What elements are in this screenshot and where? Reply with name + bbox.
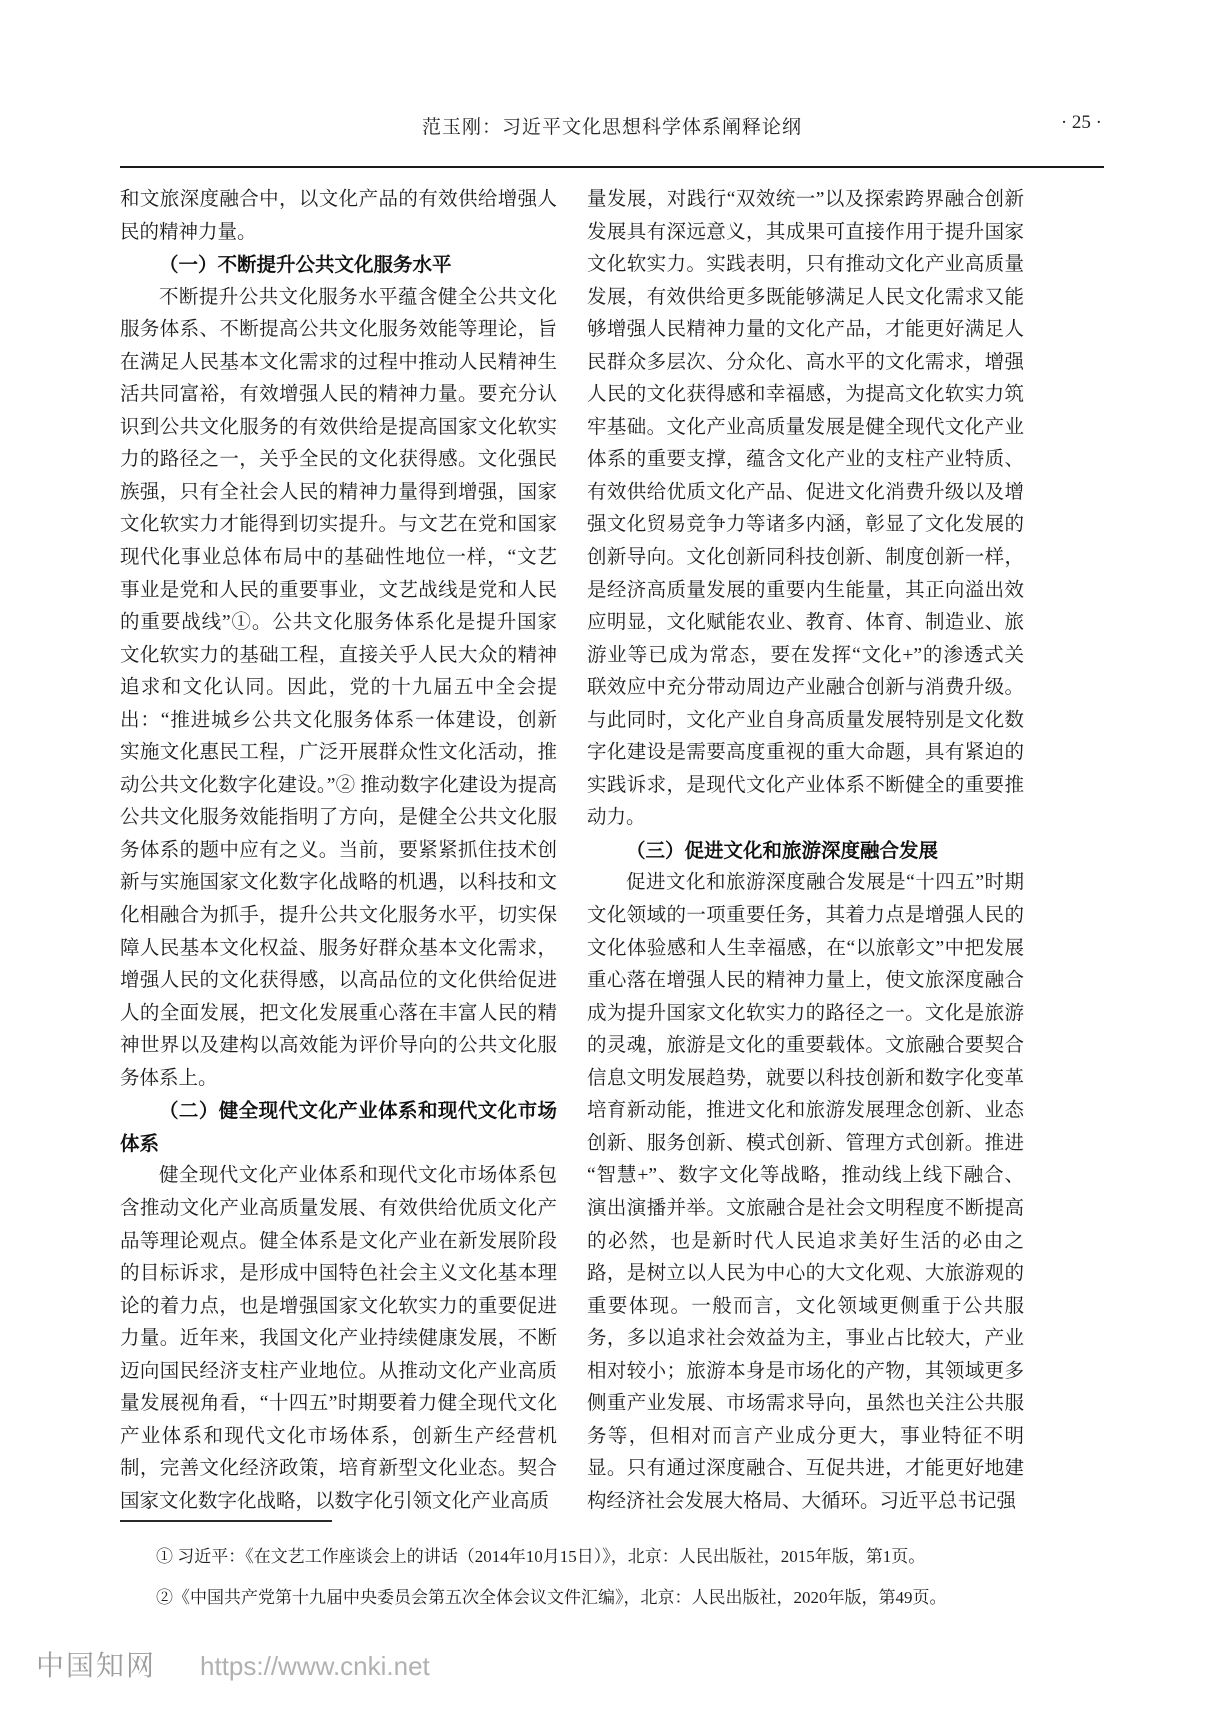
page-header: [120, 112, 1104, 142]
section-heading-2: （二）健全现代文化产业体系和现代文化市场体系: [120, 1100, 557, 1155]
section-3-paragraph: 促进文化和旅游深度融合发展是“十四五”时期文化领域的一项重要任务，其着力点是增强人民的文化体验感和人生幸福感，在“以旅彰文”中把发展重心落在增强人民的精神力量上，使文旅深度融合成为提升国家文化软实力的路径之一。文化是旅游的灵魂，旅游是文化的重要载体。文旅融合要契合信息文明发展趋势，就要以科技创新和数字化变革培育新动能，推进文化和旅游发展理念创新、业态创新、服务创新、模式创新、管理方式创新。推进“智慧+”、数字文化等战略，推动线上线下融合、演出演播并举。文旅融合是社会文明程度不断提高的必然，也是新时代人民追求美好生活的必由之路，是树立以人民为中心的大文化观、大旅游观的重要体现。一般而言，文化领域更侧重于公共服务，多以追求社会效益为主，事业占比较大，产业相对较小；旅游本身是市场化的产物，其领域更多侧重产业发展、市场需求导向，虽然也关注公共服务等，但相对而言产业成分更大，事业特征不明显。只有通过深度融合、互促共进，才能更好地建构经济社会发展大格局、大循环。习近平总书记强: [587, 872, 1024, 1512]
right-column: [587, 184, 1024, 1518]
page-number: · 25 ·: [1060, 112, 1102, 133]
paragraph-continued: 和文旅深度融合中，以文化产品的有效供给增强人民的精神力量。: [120, 189, 557, 243]
cnki-watermark-url: https://www.cnki.net: [200, 1651, 430, 1681]
footnote-divider: [120, 1520, 332, 1522]
left-column: [120, 184, 557, 1518]
cnki-watermark-logo: 中国知网: [36, 1650, 157, 1681]
running-title: 范玉刚：习近平文化思想科学体系阐释论纲: [421, 117, 802, 138]
section-heading-3: （三）促进文化和旅游深度融合发展: [626, 839, 939, 862]
footnote-1: ① 习近平：《在文艺工作座谈会上的讲话（2014年10月15日）》，北京：人民出版社，2015年版，第1页。: [156, 1547, 926, 1566]
footnotes: [120, 1520, 1104, 1618]
article-body: [120, 184, 1104, 1518]
section-2-paragraph-start: 健全现代文化产业体系和现代文化市场体系包含推动文化产业高质量发展、有效供给优质文化产品等理论观点。健全体系是文化产业在新发展阶段的目标诉求，是形成中国特色社会主义文化基本理论的着力点，也是增强国家文化软实力的重要促进力量。近年来，我国文化产业持续健康发展，不断迈向国民经济支柱产业地位。从推动文化产业高质量发展视角看，“十四五”时期要着力健全现代文化产业体系和现代文化市场体系，创新生产经营机制，完善文化经济政策，培育新型文化业态。契合国家文化数字化战略，以数字化引领文化产业高质: [120, 1165, 557, 1512]
header-divider: [120, 166, 1104, 168]
section-heading-1: （一）不断提升公共文化服务水平: [159, 254, 452, 277]
footnote-2: ②《中国共产党第十九届中央委员会第五次全体会议文件汇编》，北京：人民出版社，2020年版，第49页。: [156, 1588, 947, 1607]
section-1-paragraph: 不断提升公共文化服务水平蕴含健全公共文化服务体系、不断提高公共文化服务效能等理论，旨在满足人民基本文化需求的过程中推动人民精神生活共同富裕，有效增强人民的精神力量。要充分认识到公共文化服务的有效供给是提高国家文化软实力的路径之一，关乎全民的文化获得感。文化强民族强，只有全社会人民的精神力量得到增强，国家文化软实力才能得到切实提升。与文艺在党和国家现代化事业总体布局中的基础性地位一样，“文艺事业是党和人民的重要事业，文艺战线是党和人民的重要战线”①。公共文化服务体系化是提升国家文化软实力的基础工程，直接关乎人民大众的精神追求和文化认同。因此，党的十九届五中全会提出：“推进城乡公共文化服务体系一体建设，创新实施文化惠民工程，广泛开展群众性文化活动，推动公共文化数字化建设。”② 推动数字化建设为提高公共文化服务效能指明了方向，是健全公共文化服务体系的题中应有之义。当前，要紧紧抓住技术创新与实施国家文化数字化战略的机遇，以科技和文化相融合为抓手，提升公共文化服务水平，切实保障人民基本文化权益、服务好群众基本文化需求，增强人民的文化获得感，以高品位的文化供给促进人的全面发展，把文化发展重心落在丰富人民的精神世界以及建构以高效能为评价导向的公共文化服务体系上。: [120, 286, 557, 1089]
section-2-paragraph-end: 量发展，对践行“双效统一”以及探索跨界融合创新发展具有深远意义，其成果可直接作用于提升国家文化软实力。实践表明，只有推动文化产业高质量发展，有效供给更多既能够满足人民文化需求又能够增强人民精神力量的文化产品，才能更好满足人民群众多层次、分众化、高水平的文化需求，增强人民的文化获得感和幸福感，为提高文化软实力筑牢基础。文化产业高质量发展是健全现代文化产业体系的重要支撑，蕴含文化产业的支柱产业特质、有效供给优质文化产品、促进文化消费升级以及增强文化贸易竞争力等诸多内涵，彰显了文化发展的创新导向。文化创新同科技创新、制度创新一样，是经济高质量发展的重要内生能量，其正向溢出效应明显，文化赋能农业、教育、体育、制造业、旅游业等已成为常态，要在发挥“文化+”的渗透式关联效应中充分带动周边产业融合创新与消费升级。与此同时，文化产业自身高质量发展特别是文化数字化建设是需要高度重视的重大命题，具有紧迫的实践诉求，是现代文化产业体系不断健全的重要推动力。: [587, 189, 1024, 829]
watermark: [36, 1644, 430, 1684]
